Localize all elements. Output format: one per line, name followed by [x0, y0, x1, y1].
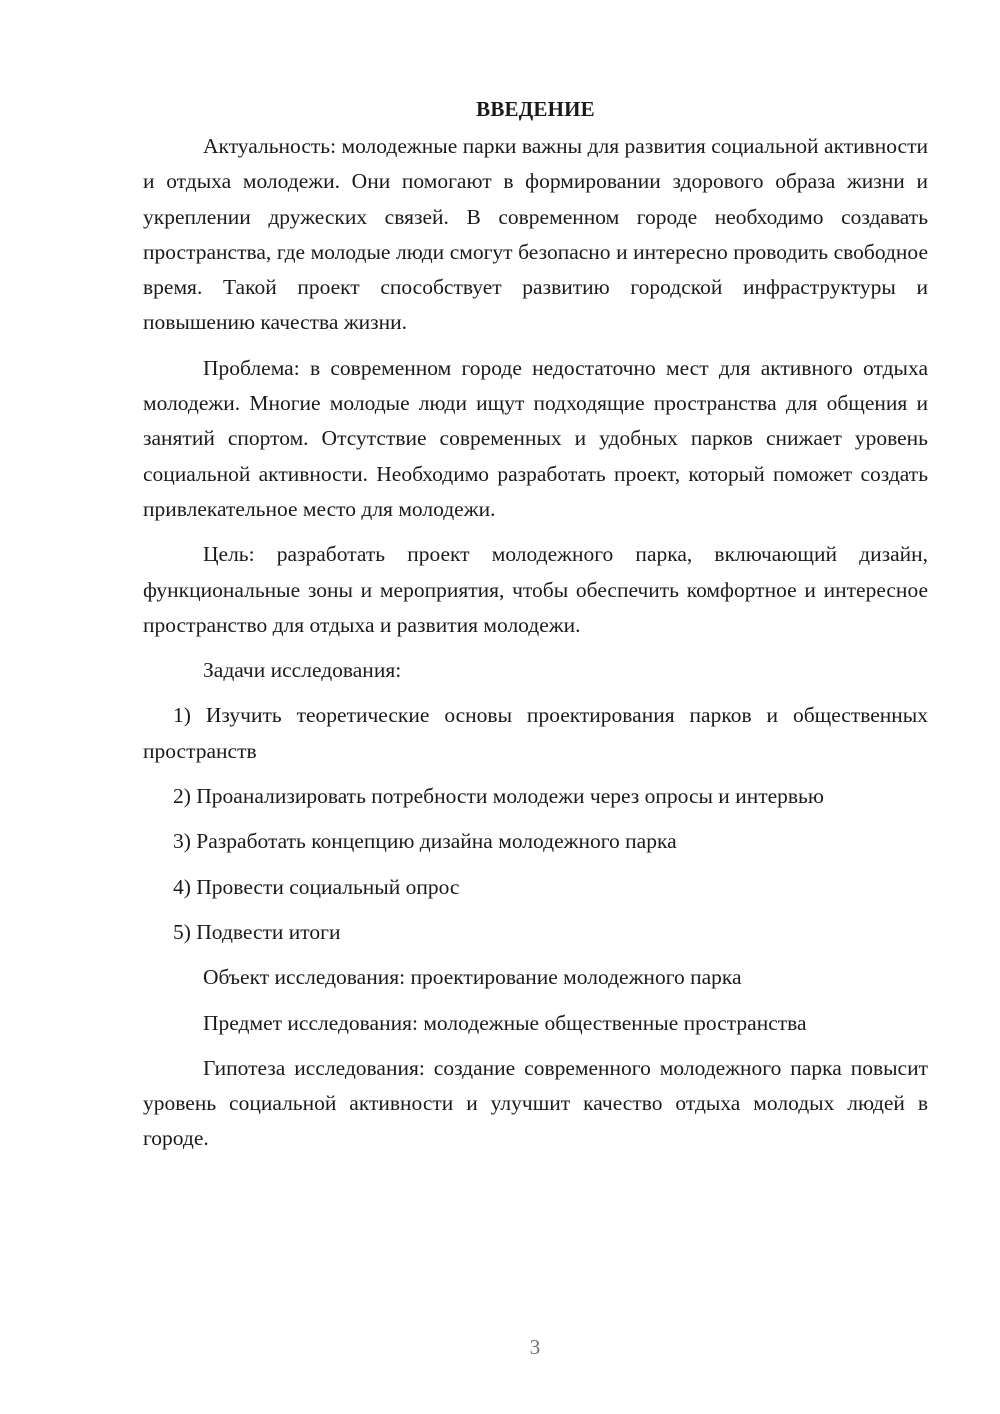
task-item-3: 3) Разработать концепцию дизайна молодежного парка: [173, 829, 677, 854]
section-title: ВВЕДЕНИЕ: [476, 97, 595, 121]
tasks-list: [143, 698, 928, 950]
document-page: [143, 92, 928, 1157]
problem-paragraph: Проблема: в современном городе недостаточно мест для активного отдыха молодежи. Многие молодые люди ищут подходящие пространства для общения и занятий спортом. Отсутствие современных и удобных парков снижает уровень социальной активности. Необходимо разработать проект, который поможет создать привлекательное место для молодежи.: [143, 355, 928, 521]
goal-paragraph: Цель: разработать проект молодежного парка, включающий дизайн, функциональные зоны и мероприятия, чтобы обеспечить комфортное и интересное пространство для отдыха и развития молодежи.: [143, 542, 928, 637]
hypothesis-paragraph: Гипотеза исследования: создание современного молодежного парка повысит уровень социальной активности и улучшит качество отдыха молодых людей в городе.: [143, 1055, 928, 1151]
task-item-5: 5) Подвести итоги: [173, 919, 341, 944]
subject-paragraph: Предмет исследования: молодежные общественные пространства: [203, 1010, 807, 1035]
page-number: 3: [529, 1335, 541, 1359]
task-item-4: 4) Провести социальный опрос: [173, 874, 460, 899]
relevance-paragraph: Актуальность: молодежные парки важны для развития социальной активности и отдыха молодежи. Они помогают в формировании здорового образа жизни и укреплении дружеских связей. В современном городе необходимо создавать пространства, где молодые люди смогут безопасно и интересно проводить свободное время. Такой проект способствует развитию городской инфраструктуры и повышению качества жизни.: [143, 134, 928, 335]
object-paragraph: Объект исследования: проектирование молодежного парка: [203, 965, 742, 990]
tasks-heading: Задачи исследования:: [203, 658, 402, 683]
task-item-2: 2) Проанализировать потребности молодежи через опросы и интервью: [173, 784, 824, 809]
task-item-1: 1) Изучить теоретические основы проектирования парков и общественных пространств: [143, 703, 928, 763]
